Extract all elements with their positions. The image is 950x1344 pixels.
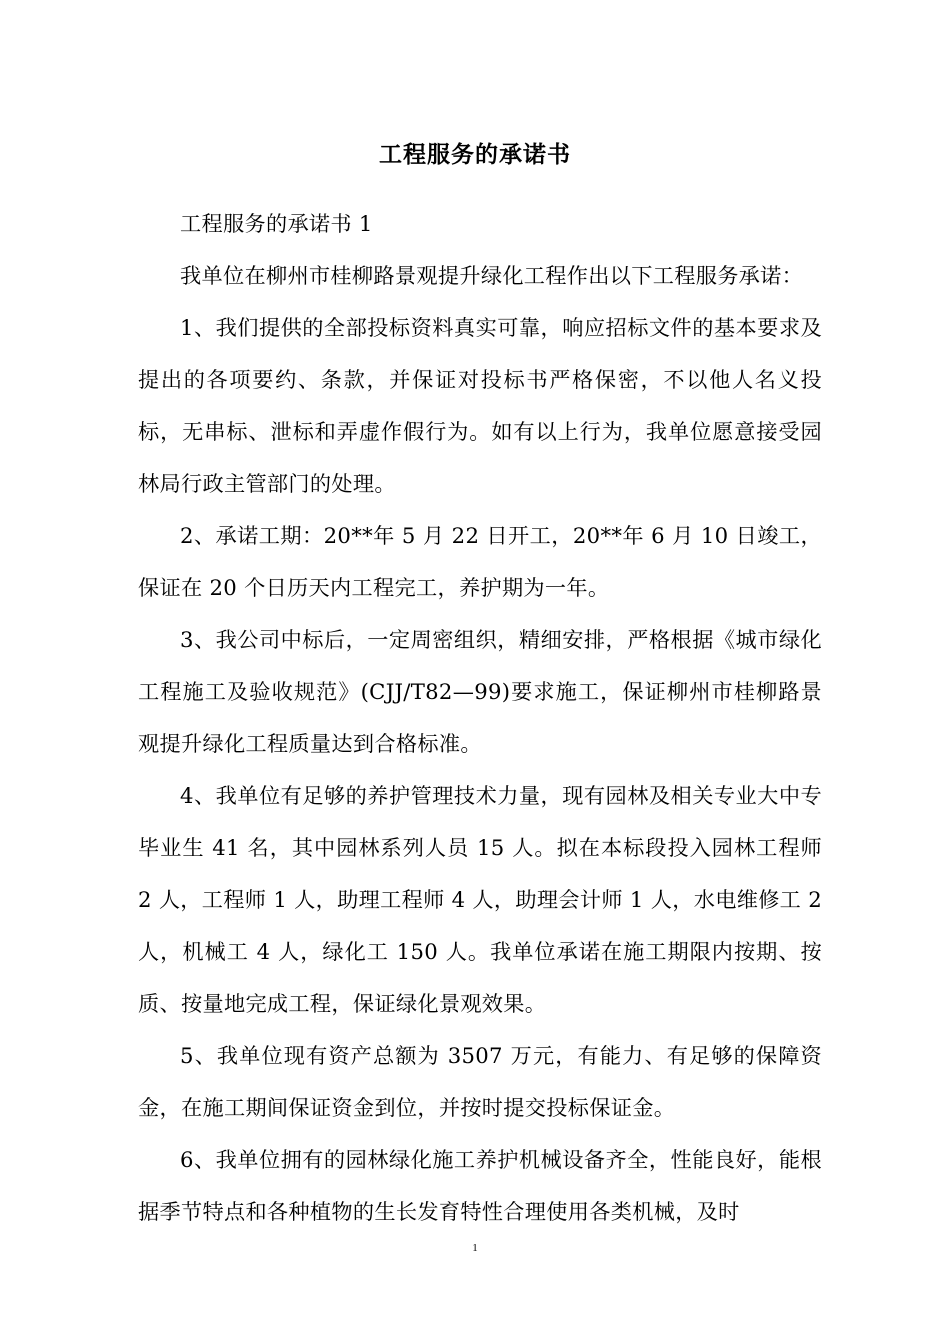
page-number: 1	[472, 1242, 478, 1254]
paragraph-intro: 我单位在柳州市桂柳路景观提升绿化工程作出以下工程服务承诺：	[180, 263, 804, 288]
paragraph-subtitle: 工程服务的承诺书 1	[180, 211, 373, 236]
paragraph-item-6: 6、我单位拥有的园林绿化施工养护机械设备齐全，性能良好，能根据季节特点和各种植物的生长发育特性合理使用各类机械，及时	[138, 1147, 822, 1224]
page-title: 工程服务的承诺书	[379, 142, 571, 168]
paragraph-item-2: 2、承诺工期：20**年 5 月 22 日开工，20**年 6 月 10 日竣工，保证在 20 个日历天内工程完工，养护期为一年。	[138, 523, 822, 600]
paragraph-item-5: 5、我单位现有资产总额为 3507 万元，有能力、有足够的保障资金，在施工期间保证资金到位，并按时提交投标保证金。	[138, 1043, 822, 1120]
paragraph-item-3: 3、我公司中标后，一定周密组织，精细安排，严格根据《城市绿化工程施工及验收规范》(CJJ/T82—99)要求施工，保证柳州市桂柳路景观提升绿化工程质量达到合格标准。	[138, 627, 822, 756]
paragraph-item-1: 1、我们提供的全部投标资料真实可靠，响应招标文件的基本要求及提出的各项要约、条款，并保证对投标书严格保密，不以他人名义投标，无串标、泄标和弄虚作假行为。如有以上行为，我单位愿意接受园林局行政主管部门的处理。	[138, 315, 822, 496]
paragraph-item-4: 4、我单位有足够的养护管理技术力量，现有园林及相关专业大中专毕业生 41 名，其中园林系列人员 15 人。拟在本标段投入园林工程师 2 人，工程师 1 人，助理工程师 4 人，助理会计师 1 人，水电维修工 2 人，机械工 4 人，绿化工 150 人。我单位承诺在施工期限内按期、按质、按量地完成工程，保证绿化景观效果。	[138, 783, 822, 1016]
document-body	[138, 198, 822, 1238]
